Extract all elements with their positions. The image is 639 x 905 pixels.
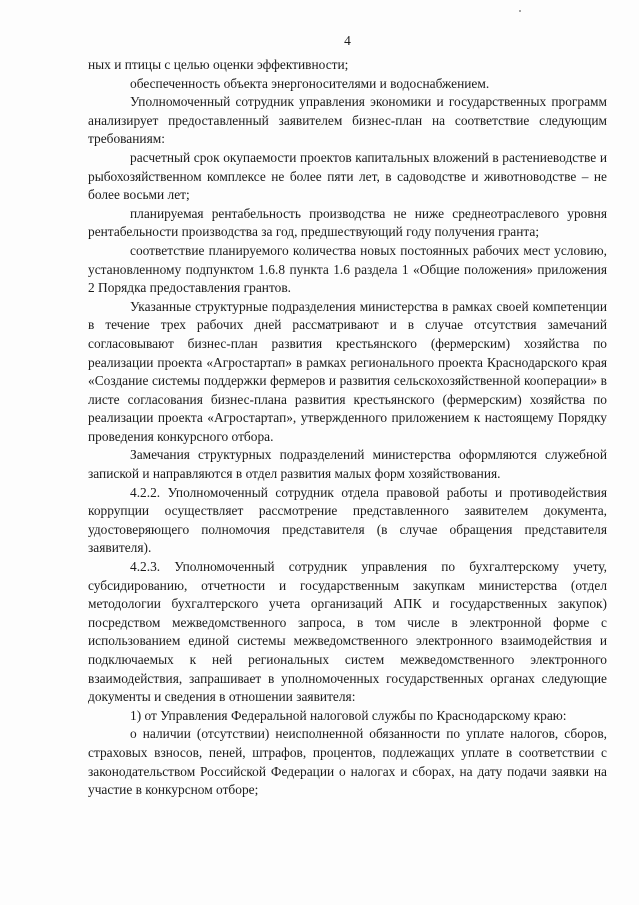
page-number: 4 — [344, 33, 351, 48]
paragraph: Уполномоченный сотрудник управления экономики и государственных программ анализирует предоставленный заявителем бизнес-план на соответствие следующим требованиям: — [88, 94, 607, 147]
paragraph: соответствие планируемого количества новых постоянных рабочих мест условию, установленному подпунктом 1.6.8 пункта 1.6 раздела 1 «Общие положения» приложения 2 Порядка предоставления грантов. — [88, 242, 607, 296]
document-body — [88, 56, 607, 800]
paragraph: Указанные структурные подразделения министерства в рамках своей компетенции в течение трех рабочих дней рассматривают и в случае отсутствия замечаний согласовывают бизнес-план развития крестьянского (фермерским) хозяйства по реализации проекта «Агростартап» в рамках регионального проекта Краснодарского края «Создание системы поддержки фермеров и развития сельскохозяйственной кооперации» в листе согласования бизнес-плана развития крестьянского (фермерским) хозяйства по реализации проекта «Агростартап», утвержденного приложением к настоящему Порядку проведения конкурсного отбора. — [88, 298, 607, 444]
paragraph: Замечания структурных подразделений министерства оформляются служебной запиской и направляются в отдел развития малых форм хозяйствования. — [88, 447, 607, 482]
paragraph-section-4-2-2: 4.2.2. Уполномоченный сотрудник отдела правовой работы и противодействия коррупции осуществляет рассмотрение представленного заявителем документа, удостоверяющего полномочия представителя (в случае обращения представителя заявителя). — [88, 484, 607, 556]
scan-dot — [519, 10, 521, 12]
paragraph: планируемая рентабельность производства не ниже среднеотраслевого уровня рентабельности производства за год, предшествующий году получения гранта; — [88, 205, 607, 240]
paragraph-section-4-2-3: 4.2.3. Уполномоченный сотрудник управления по бухгалтерскому учету, субсидированию, отчетности и государственным закупкам министерства (отдел методологии бухгалтерского учета организаций АПК и государственных закупок) посредством межведомственного запроса, в том числе в электронной форме с использованием единой системы межведомственного электронного взаимодействия и подключаемых к ней региональных систем межведомственного электронного взаимодействия, запрашивает в уполномоченных государственных органах следующие документы и сведения в отношении заявителя: — [88, 559, 607, 705]
paragraph: о наличии (отсутствии) неисполненной обязанности по уплате налогов, сборов, страховых взносов, пеней, штрафов, процентов, подлежащих уплате в соответствии с законодательством Российской Федерации о налогах и сборах, на дату подачи заявки на участие в конкурсном отборе; — [88, 726, 607, 798]
paragraph: обеспеченность объекта энергоносителями и водоснабжением. — [130, 75, 490, 91]
paragraph-continuation: ных и птицы с целью оценки эффективности; — [88, 57, 349, 72]
paragraph-list-item-1: 1) от Управления Федеральной налоговой службы по Краснодарскому краю: — [130, 707, 567, 723]
paragraph: расчетный срок окупаемости проектов капитальных вложений в растениеводстве и рыбохозяйственном комплексе не более пяти лет, в садоводстве и животноводстве – не более восьми лет; — [88, 149, 607, 203]
